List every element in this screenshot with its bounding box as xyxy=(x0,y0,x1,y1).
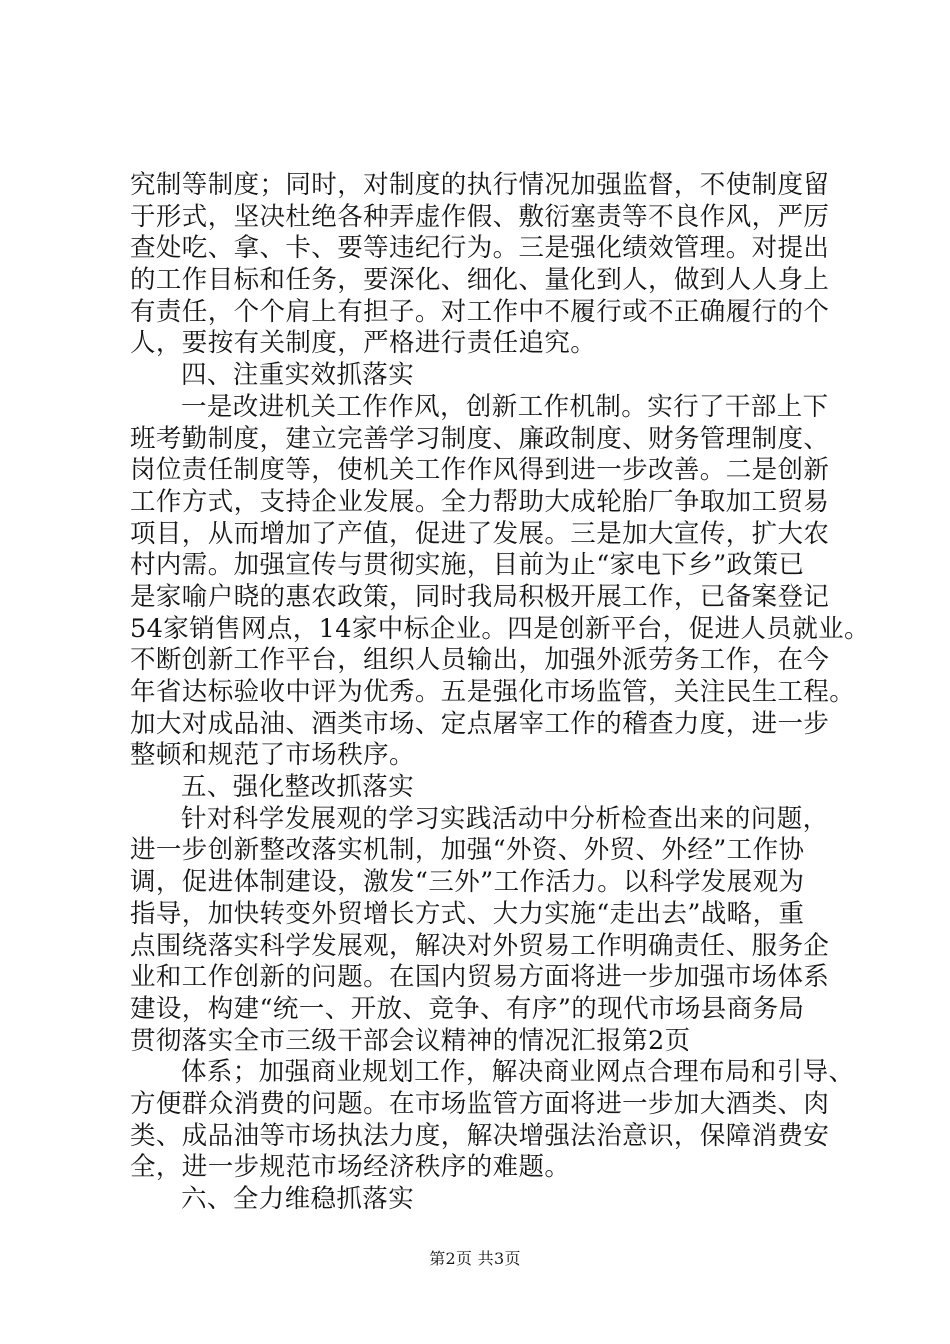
paragraph-line: 建设，构建“统一、开放、竞争、有序”的现代市场县商务局 xyxy=(130,993,805,1024)
paragraph-line: 加大对成品油、酒类市场、定点屠宰工作的稽查力度，进一步 xyxy=(130,708,830,739)
paragraph-line: 全，进一步规范市场经济秩序的难题。 xyxy=(130,1152,571,1183)
paragraph-line: 岗位责任制度等，使机关工作作风得到进一步改善。二是创新 xyxy=(130,455,830,486)
paragraph-line: 究制等制度；同时，对制度的执行情况加强监督，不使制度留 xyxy=(130,170,830,200)
paragraph-line: 村内需。加强宣传与贯彻实施，目前为止“家电下乡”政策已 xyxy=(130,550,805,581)
paragraph-line: 是家喻户晓的惠农政策，同时我局积极开展工作，已备案登记 xyxy=(130,581,830,612)
paragraph-line: 业和工作创新的问题。在国内贸易方面将进一步加强市场体系 xyxy=(130,962,830,993)
paragraph-line: 年省达标验收中评为优秀。五是强化市场监管，关注民生工程。 xyxy=(130,677,856,707)
document-body xyxy=(130,170,870,1216)
paragraph-line-indented: 四、注重实效抓落实 xyxy=(181,360,415,391)
paragraph-line: 查处吃、拿、卡、要等违纪行为。三是强化绩效管理。对提出 xyxy=(130,233,830,264)
paragraph-line: 项目，从而增加了产值，促进了发展。三是加大宣传，扩大农 xyxy=(130,518,830,549)
paragraph-line: 整顿和规范了市场秩序。 xyxy=(130,740,415,771)
paragraph-line-indented: 五、强化整改抓落实 xyxy=(181,772,415,803)
page-footer: 第2页 共3页 xyxy=(429,1249,521,1268)
paragraph-line: 类、成品油等市场执法力度，解决增强法治意识，保障消费安 xyxy=(130,1120,830,1151)
paragraph-line: 有责任，个个肩上有担子。对工作中不履行或不正确履行的个 xyxy=(130,296,830,327)
paragraph-line: 点围绕落实科学发展观，解决对外贸易工作明确责任、服务企 xyxy=(130,930,830,961)
paragraph-line: 人，要按有关制度，严格进行责任追究。 xyxy=(130,328,597,359)
paragraph-line-indented: 六、全力维稳抓落实 xyxy=(181,1184,415,1214)
paragraph-line-indented: 一是改进机关工作作风，创新工作机制。实行了干部上下 xyxy=(181,391,829,422)
paragraph-line: 指导，加快转变外贸增长方式、大力实施“走出去”战略，重 xyxy=(130,898,805,929)
paragraph-line: 54家销售网点，14家中标企业。四是创新平台，促进人员就业。 xyxy=(130,613,870,644)
paragraph-line: 方便群众消费的问题。在市场监管方面将进一步加大酒类、肉 xyxy=(130,1088,830,1119)
paragraph-line: 不断创新工作平台，组织人员输出，加强外派劳务工作，在今 xyxy=(130,645,830,676)
paragraph-line: 调，促进体制建设，激发“三外”工作活力。以科学发展观为 xyxy=(130,867,805,898)
paragraph-line: 班考勤制度，建立完善学习制度、廉政制度、财务管理制度、 xyxy=(130,423,830,454)
paragraph-line: 工作方式，支持企业发展。全力帮助大成轮胎厂争取加工贸易 xyxy=(130,486,830,517)
paragraph-line: 贯彻落实全市三级干部会议精神的情况汇报第2页 xyxy=(130,1025,691,1056)
paragraph-line: 于形式，坚决杜绝各种弄虚作假、敷衍塞责等不良作风，严厉 xyxy=(130,201,830,232)
paragraph-line: 的工作目标和任务，要深化、细化、量化到人，做到人人身上 xyxy=(130,265,830,296)
paragraph-line-indented: 体系；加强商业规划工作，解决商业网点合理布局和引导、 xyxy=(181,1057,855,1088)
paragraph-line-indented: 针对科学发展观的学习实践活动中分析检查出来的问题， xyxy=(181,803,829,834)
paragraph-line: 进一步创新整改落实机制，加强“外资、外贸、外经”工作协 xyxy=(130,835,805,866)
